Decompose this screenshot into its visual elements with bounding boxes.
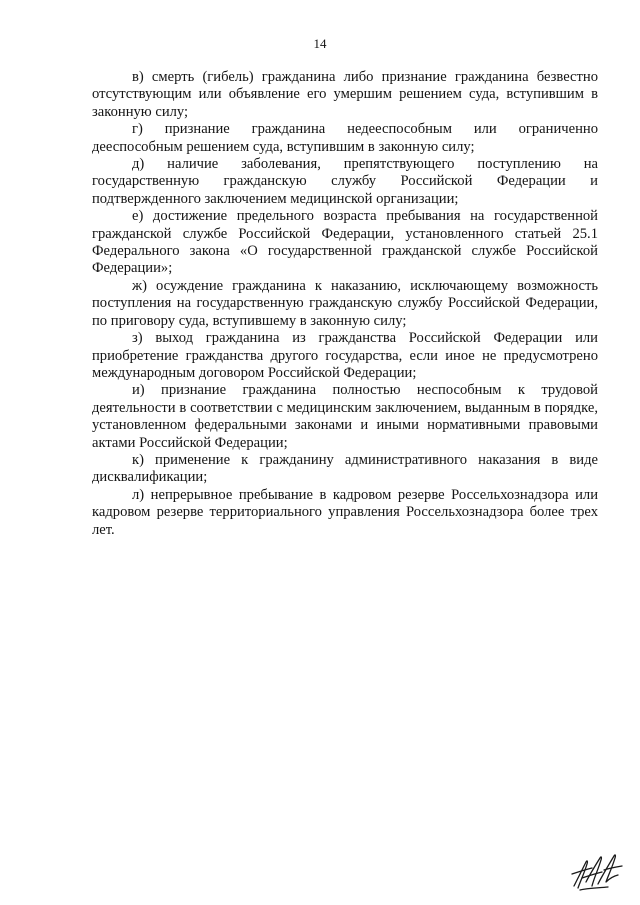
- paragraph-z: з) выход гражданина из гражданства Российской Федерации или приобретение гражданства другого государства, если иное не предусмотрено международным договором Российской Федерации;: [92, 330, 598, 381]
- page-number: 14: [313, 36, 327, 51]
- document-body: [92, 69, 598, 539]
- paragraph-i: и) признание гражданина полностью неспособным к трудовой деятельности в соответствии с медицинским заключением, выданным в порядке, установленном федеральными законами и иными нормативными правовыми актами Российской Федерации;: [92, 382, 598, 451]
- paragraph-zh: ж) осуждение гражданина к наказанию, исключающему возможность поступления на государственную гражданскую службу Российской Федерации, по приговору суда, вступившему в законную силу;: [92, 277, 598, 329]
- paragraph-v: в) смерть (гибель) гражданина либо признание гражданина безвестно отсутствующим или объявление его умершим решением суда, вступившим в законную силу;: [92, 69, 598, 120]
- handwritten-signature: [568, 848, 626, 894]
- paragraph-d: д) наличие заболевания, препятствующего поступлению на государственную гражданскую службу Российской Федерации и подтвержденного заключением медицинской организации;: [92, 156, 598, 207]
- paragraph-e: е) достижение предельного возраста пребывания на государственной гражданской службе Российской Федерации, установленного статьей 25.1 Федерального закона «О государственной гражданской службе Российской Федерации»;: [92, 208, 598, 277]
- paragraph-k: к) применение к гражданину административного наказания в виде дисквалификации;: [92, 451, 598, 486]
- paragraph-l: л) непрерывное пребывание в кадровом резерве Россельхознадзора или кадровом резерве территориального управления Россельхознадзора более трех лет.: [92, 486, 598, 538]
- paragraph-g: г) признание гражданина недееспособным или ограниченно дееспособным решением суда, вступившим в законную силу;: [92, 121, 598, 155]
